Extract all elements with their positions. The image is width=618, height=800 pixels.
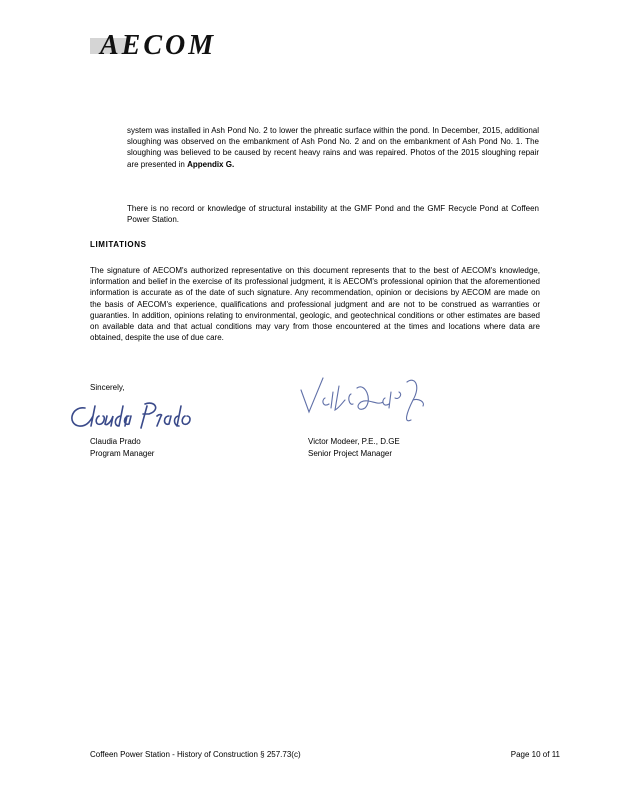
- appendix-reference: Appendix G.: [187, 159, 235, 169]
- signature-victor-modeer: [295, 372, 445, 437]
- svg-text:AECOM: AECOM: [100, 30, 217, 60]
- closing-salutation: Sincerely,: [90, 383, 125, 392]
- signatory-left-title: Program Manager: [90, 449, 155, 458]
- signatory-right-title: Senior Project Manager: [308, 449, 393, 458]
- paragraph-structural-instability: There is no record or knowledge of structural instability at the GMF Pond and the GMF Recycle Pond at Coffeen Power Station.: [127, 204, 539, 225]
- signatory-left-name: Claudia Prado: [90, 437, 141, 446]
- signature-claudia-prado: [65, 398, 195, 439]
- signatory-left: [90, 436, 154, 460]
- aecom-logo: [90, 30, 320, 60]
- footer-page-number: Page 10 of 11: [510, 750, 560, 759]
- paragraph-ash-pond-history: [127, 125, 539, 170]
- signatory-right-name: Victor Modeer, P.E., D.GE: [308, 437, 400, 446]
- limitations-heading: LIMITATIONS: [90, 240, 147, 249]
- footer-document-title: Coffeen Power Station - History of Construction § 257.73(c): [90, 750, 301, 759]
- paragraph-ash-pond-text: system was installed in Ash Pond No. 2 to lower the phreatic surface within the pond. In December, 2015, additional sloughing was observed on the embankment of Ash Pond No. 2 and on the embankment of Ash Pond No. 1. The sloughing was believed to be caused by recent heavy rains and was repaired. Photos of the 2015 sloughing repair are presented in: [127, 126, 539, 169]
- signatory-right: [308, 436, 400, 460]
- paragraph-limitations: The signature of AECOM's authorized representative on this document represents that to the best of AECOM's knowledge, information and belief in the exercise of its professional judgment, it is AECOM's professional opinion that the aforementioned information is accurate as of the date of such signature. Any recommendation, opinion or decisions by AECOM are made on the basis of AECOM's experience, qualifications and professional judgment and are not to be construed as warranties or guaranties. In addition, opinions relating to environmental, geologic, and geotechnical conditions or other estimates are based on available data and that actual conditions may vary from those encountered at the times and locations where data are obtained, despite the use of due care.: [90, 266, 540, 343]
